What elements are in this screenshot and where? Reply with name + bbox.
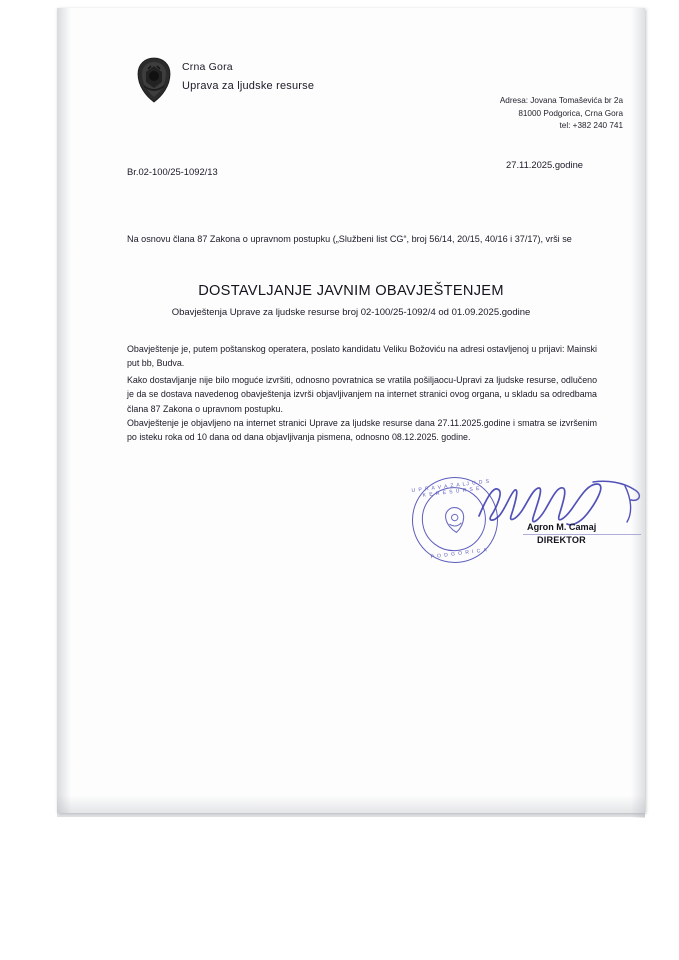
signer-role: DIREKTOR (537, 535, 586, 545)
paragraph-3: Obavještenje je objavljeno na internet stranici Uprave za ljudske resurse dana 27.11.2025.godine i smatra se izvršenim po isteku roka od 10 dana od dana objavljivanja pismena, odnosno 08.12.2025. godine. (127, 418, 597, 443)
reference-number: Br.02-100/25-1092/13 (127, 166, 218, 177)
org-name: Uprava za ljudske resurse (182, 80, 315, 92)
signature-area (57, 470, 645, 560)
org-country: Crna Gora (182, 61, 233, 73)
scanned-page (57, 8, 645, 813)
address-line-3: tel: +382 240 741 (559, 121, 623, 131)
paragraph-2: Kako dostavljanje nije bilo moguće izvršiti, odnosno povratnica se vratila pošiljaocu-Upravi za ljudske resurse, odlučeno je da se dostava navedenog obavještenja izvrši objavljivanjem na internet stranici ovog organa, u skladu sa odredbama člana 87 Zakona o upravnom postupku. (127, 375, 597, 414)
organization-block (182, 61, 314, 92)
document-subtitle: Obavještenja Uprave za ljudske resurse broj 02-100/25-1092/4 od 01.09.2025.godine (171, 307, 531, 318)
legal-basis-text: Na osnovu člana 87 Zakona o upravnom postupku („Službeni list CG“, broj 56/14, 20/15, 40/16 i 37/17), vrši se (127, 234, 572, 244)
address-line-1: Adresa: Jovana Tomaševića br 2a (499, 96, 623, 105)
document-title: DOSTAVLJANJE JAVNIM OBAVJEŠTENJEM (198, 283, 504, 299)
paragraph-1: Obavještenje je, putem poštanskog operatera, poslato kandidatu Veliku Božoviću na adresi ostavljenoj u prijavi: Mainski put bb, Budva. (127, 344, 597, 369)
stamp-text-bottom: P O D G O R I C A (430, 547, 488, 561)
document-date: 27.11.2025.godine (506, 159, 583, 170)
montenegro-coat-of-arms-icon (134, 56, 174, 104)
document-body (57, 8, 645, 813)
signer-name: Agron M. Camaj (527, 522, 597, 532)
stamp-emblem-icon (442, 505, 467, 534)
handwritten-signature (475, 476, 650, 528)
address-block (500, 95, 623, 133)
address-line-2: 81000 Podgorica, Crna Gora (518, 108, 623, 118)
stamp-text-top: U P R A V A Z A LJ U D S K E R E S U R S E (411, 478, 491, 499)
